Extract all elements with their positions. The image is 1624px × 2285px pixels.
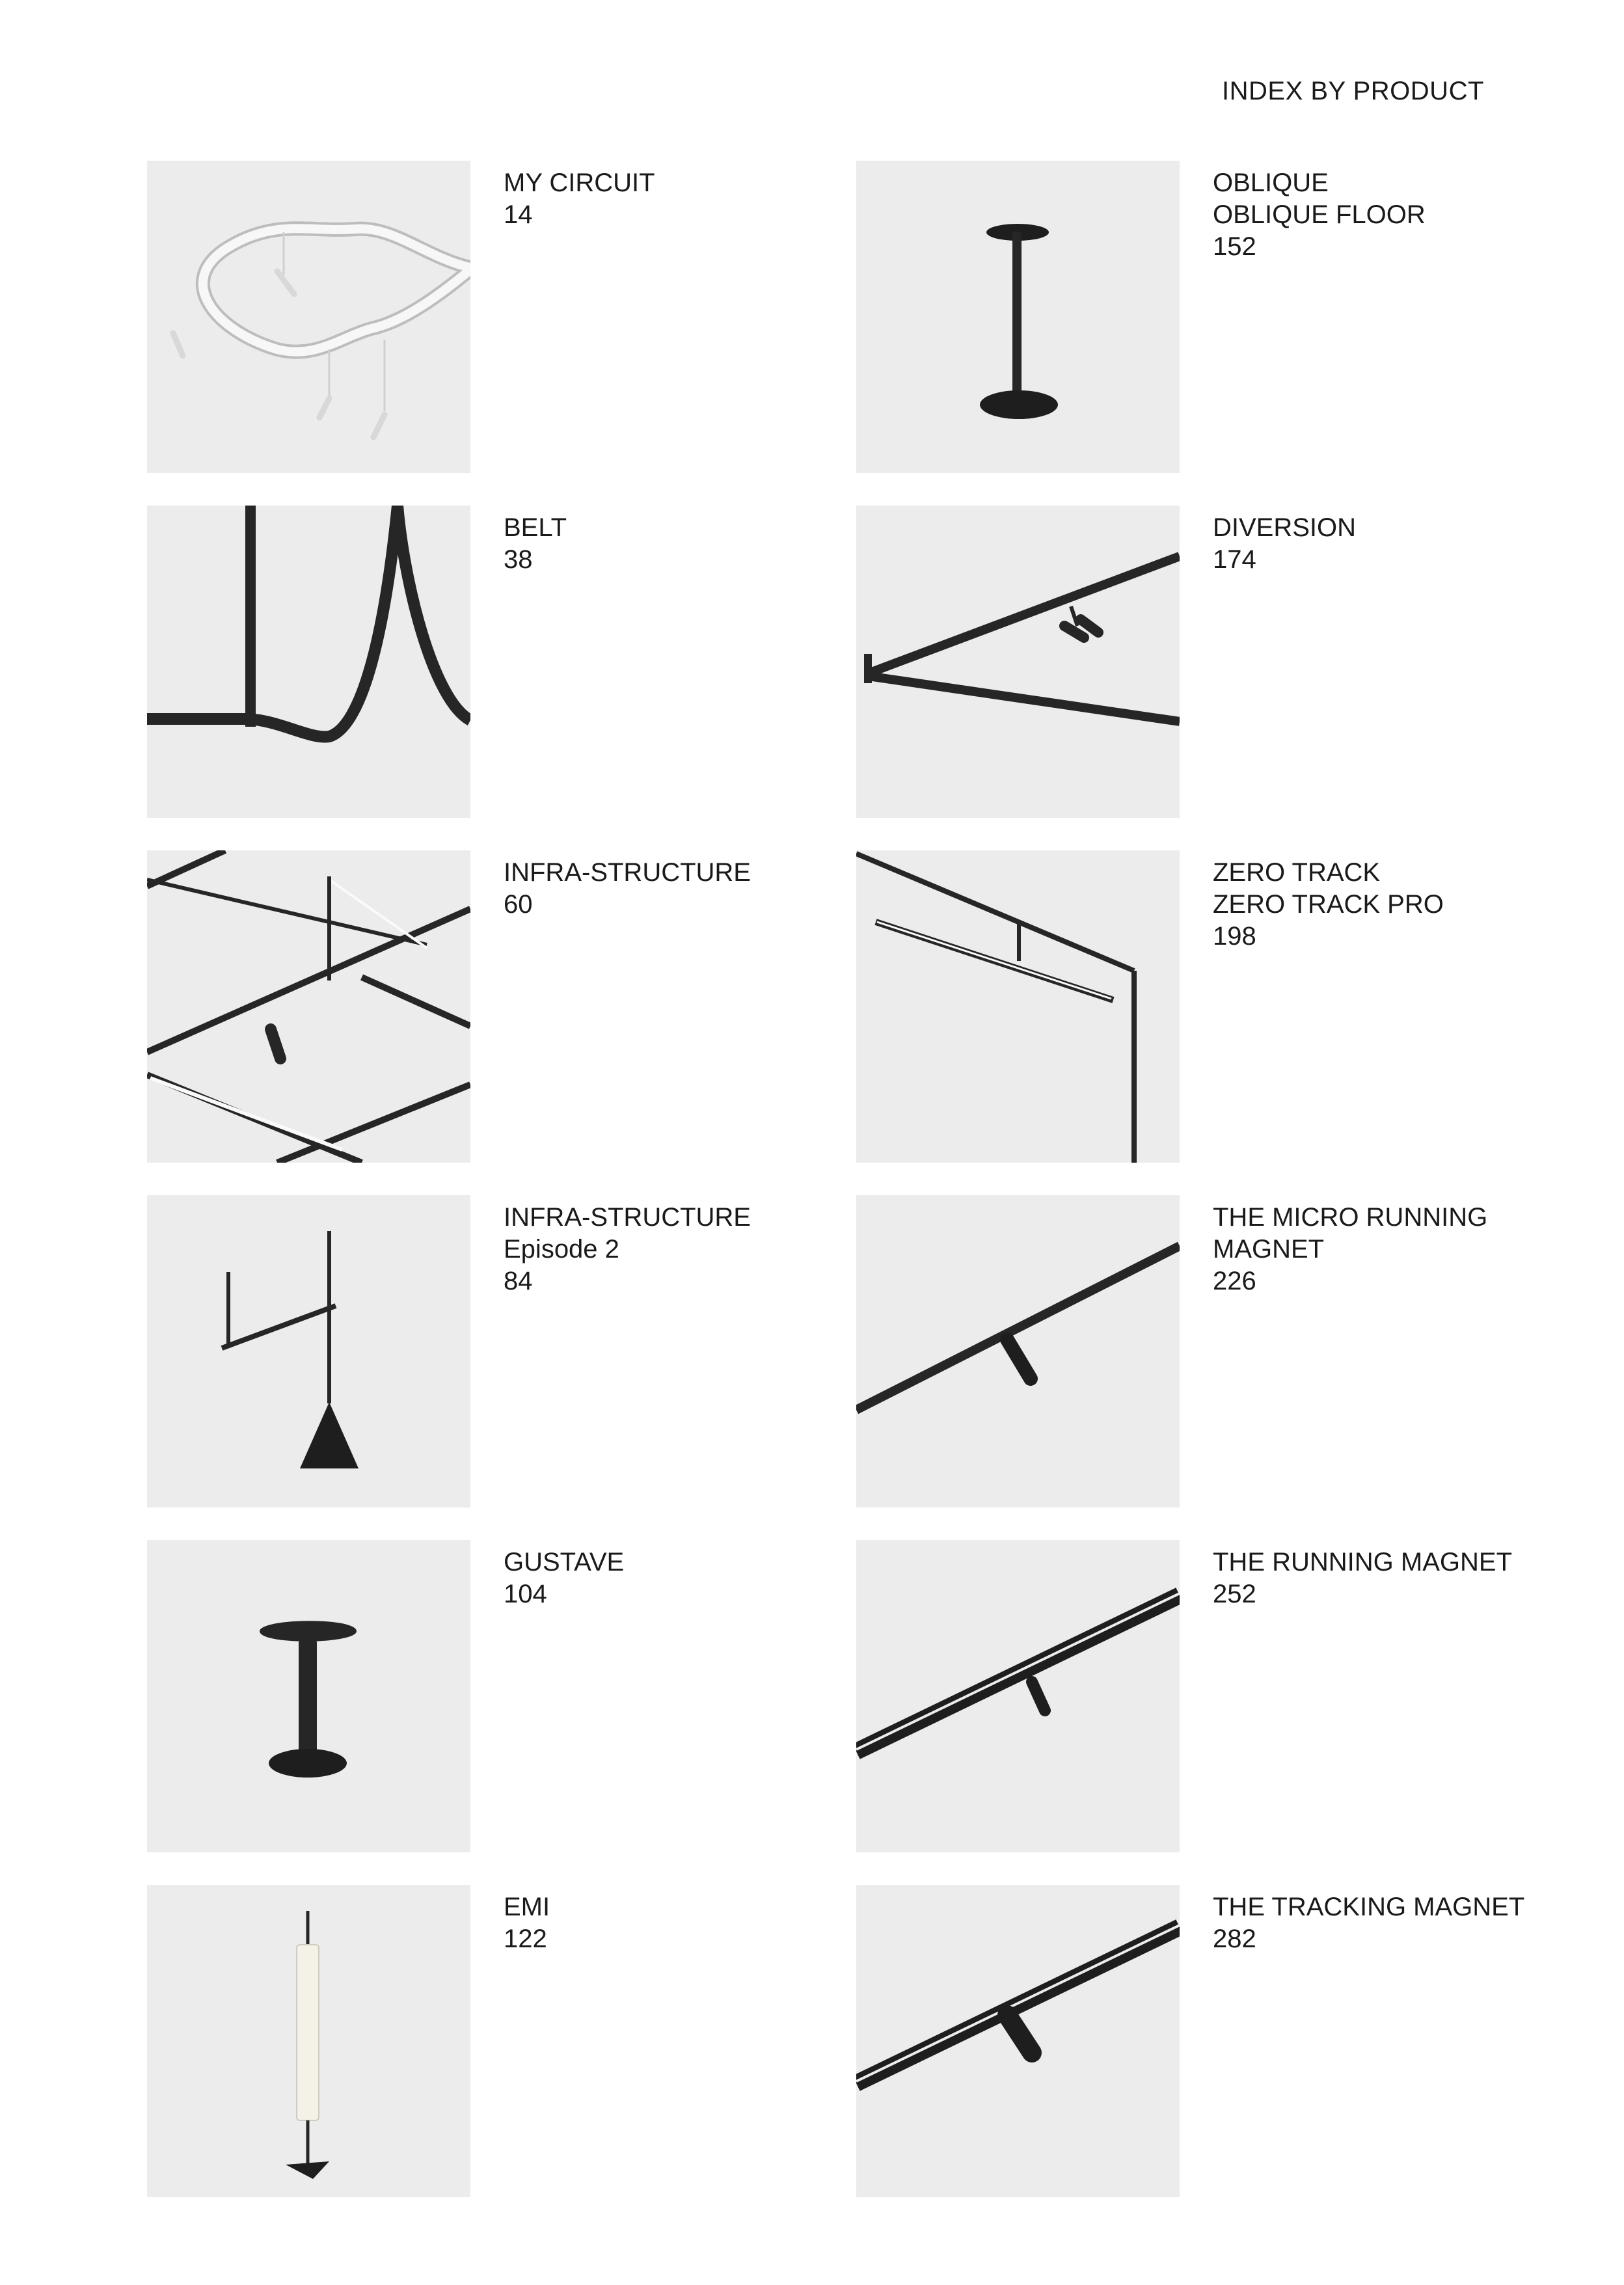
product-name: MY CIRCUIT bbox=[504, 169, 655, 197]
product-name: EMI bbox=[504, 1893, 550, 1921]
product-info bbox=[1213, 167, 1426, 263]
product-page-number: 198 bbox=[1213, 922, 1256, 951]
product-page-number: 60 bbox=[504, 890, 533, 919]
product-info bbox=[1213, 857, 1444, 953]
product-name: Episode 2 bbox=[504, 1235, 619, 1264]
product-thumbnail bbox=[147, 506, 470, 818]
gustave-lamp-icon bbox=[147, 1540, 470, 1852]
product-page-number: 174 bbox=[1213, 545, 1256, 574]
product-name: GUSTAVE bbox=[504, 1548, 625, 1576]
product-thumbnail bbox=[147, 850, 470, 1163]
product-thumbnail bbox=[147, 1195, 470, 1508]
running-magnet-track-icon bbox=[856, 1540, 1180, 1852]
product-page-number: 122 bbox=[504, 1925, 547, 1953]
product-name: THE RUNNING MAGNET bbox=[1213, 1548, 1512, 1576]
index-entry[interactable] bbox=[147, 161, 863, 473]
micro-magnet-track-icon bbox=[856, 1195, 1180, 1508]
product-name: THE MICRO RUNNING bbox=[1213, 1203, 1488, 1232]
product-name: DIVERSION bbox=[1213, 513, 1357, 542]
emi-floor-lamp-icon bbox=[147, 1885, 470, 2197]
index-entry[interactable] bbox=[856, 1885, 1572, 2197]
product-thumbnail bbox=[856, 506, 1180, 818]
product-page-number: 38 bbox=[504, 545, 533, 574]
cone-pendant-icon bbox=[147, 1195, 470, 1508]
product-info bbox=[1213, 512, 1356, 576]
product-name: ZERO TRACK PRO bbox=[1213, 890, 1444, 919]
index-entry[interactable] bbox=[856, 506, 1572, 818]
product-name: INFRA-STRUCTURE bbox=[504, 1203, 751, 1232]
product-thumbnail bbox=[856, 161, 1180, 473]
diversion-track-icon bbox=[856, 506, 1180, 818]
index-entry[interactable] bbox=[147, 1540, 863, 1852]
product-info bbox=[504, 1202, 751, 1297]
product-info bbox=[504, 512, 567, 576]
product-info bbox=[504, 857, 751, 921]
index-entry[interactable] bbox=[147, 506, 863, 818]
product-page-number: 152 bbox=[1213, 232, 1256, 261]
product-name: MAGNET bbox=[1213, 1235, 1325, 1264]
table-lamp-icon bbox=[856, 161, 1180, 473]
product-thumbnail bbox=[147, 1540, 470, 1852]
circuit-track-icon bbox=[147, 161, 470, 473]
index-entry[interactable] bbox=[147, 1195, 863, 1508]
index-entry[interactable] bbox=[856, 1540, 1572, 1852]
index-entry[interactable] bbox=[856, 850, 1572, 1163]
belt-lamp-icon bbox=[147, 506, 470, 818]
product-name: ZERO TRACK bbox=[1213, 858, 1381, 887]
product-thumbnail bbox=[856, 1195, 1180, 1508]
product-name: OBLIQUE bbox=[1213, 169, 1329, 197]
product-info bbox=[504, 1547, 624, 1610]
product-info bbox=[1213, 1202, 1487, 1297]
product-page-number: 226 bbox=[1213, 1267, 1256, 1295]
index-entry[interactable] bbox=[856, 1195, 1572, 1508]
product-page-number: 14 bbox=[504, 200, 533, 229]
product-thumbnail bbox=[856, 1540, 1180, 1852]
product-page-number: 252 bbox=[1213, 1580, 1256, 1608]
infra-structure-icon bbox=[147, 850, 470, 1163]
product-thumbnail bbox=[147, 161, 470, 473]
product-page-number: 104 bbox=[504, 1580, 547, 1608]
index-entry[interactable] bbox=[147, 1885, 863, 2197]
zero-track-icon bbox=[856, 850, 1180, 1163]
product-name: OBLIQUE FLOOR bbox=[1213, 200, 1426, 229]
page-header: INDEX BY PRODUCT bbox=[1222, 77, 1484, 105]
product-info bbox=[504, 1891, 550, 1955]
product-thumbnail bbox=[856, 1885, 1180, 2197]
product-name: INFRA-STRUCTURE bbox=[504, 858, 751, 887]
product-page-number: 282 bbox=[1213, 1925, 1256, 1953]
product-name: BELT bbox=[504, 513, 567, 542]
index-entry[interactable] bbox=[856, 161, 1572, 473]
product-info bbox=[504, 167, 655, 231]
product-thumbnail bbox=[147, 1885, 470, 2197]
product-info bbox=[1213, 1547, 1512, 1610]
product-name: THE TRACKING MAGNET bbox=[1213, 1893, 1525, 1921]
product-page-number: 84 bbox=[504, 1267, 533, 1295]
index-entry[interactable] bbox=[147, 850, 863, 1163]
product-info bbox=[1213, 1891, 1524, 1955]
tracking-magnet-track-icon bbox=[856, 1885, 1180, 2197]
product-thumbnail bbox=[856, 850, 1180, 1163]
